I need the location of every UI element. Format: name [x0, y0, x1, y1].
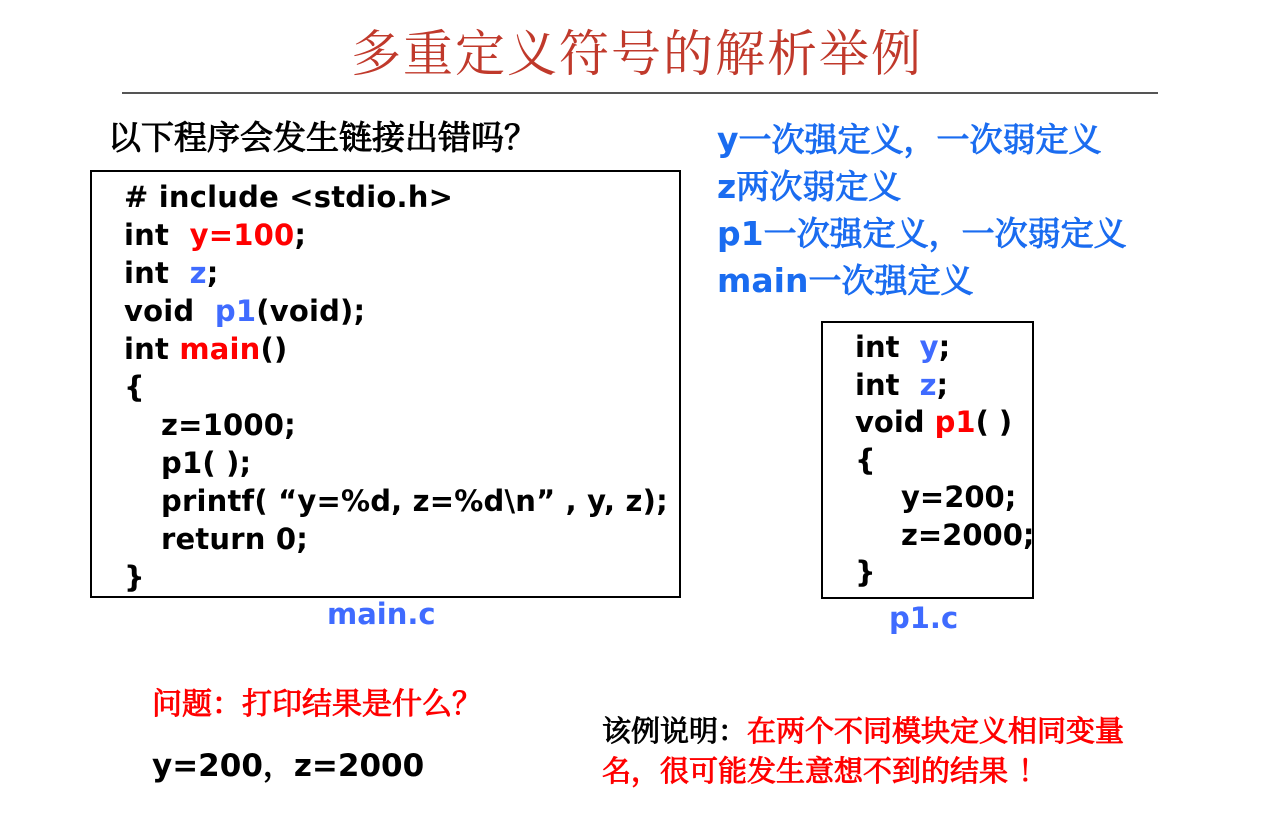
code-text: ( )	[975, 405, 1013, 439]
code-line	[855, 404, 1032, 442]
code-text: ;	[294, 218, 307, 252]
explanation-label: 该例说明：	[602, 714, 748, 748]
code-line	[855, 479, 1032, 517]
code-text: ;	[938, 330, 951, 364]
code-text: {	[124, 370, 145, 404]
code-text: int	[855, 330, 920, 364]
code-line	[124, 558, 679, 596]
code-text: }	[855, 555, 876, 589]
code-line	[124, 216, 679, 254]
code-text: ()	[260, 332, 288, 366]
code-symbol: p1	[934, 405, 976, 439]
problem-answer: y=200，z=2000	[152, 748, 425, 784]
code-text: p1( );	[161, 446, 252, 480]
explanation-text: 在两个不同模块定义相同变量名，很可能发生意想不到的结果 ！	[602, 714, 1125, 788]
code-line	[855, 329, 1032, 367]
code-symbol: p1	[214, 294, 257, 328]
code-line	[855, 367, 1032, 405]
code-text: int	[124, 256, 190, 290]
code-line	[855, 442, 1032, 480]
question-heading: 以下程序会发生链接出错吗？	[108, 118, 537, 157]
code-line	[124, 254, 679, 292]
code-line	[124, 178, 679, 216]
code-text: {	[855, 442, 876, 477]
code-symbol: y	[919, 330, 939, 364]
code-line	[124, 444, 679, 482]
code-text: z=2000;	[901, 517, 1035, 552]
code-line	[124, 292, 679, 330]
code-line	[124, 482, 679, 520]
code-symbol: z	[919, 367, 937, 402]
analysis-item-p1: p1一次强定义，一次弱定义	[717, 214, 1127, 253]
code-line	[124, 368, 679, 406]
code-text: int	[855, 367, 920, 402]
code-text: int	[124, 218, 190, 252]
problem-question: 问题：打印结果是什么？	[152, 687, 482, 722]
code-text: return 0;	[161, 522, 309, 556]
slide-title: 多重定义符号的解析举例	[351, 25, 923, 83]
code-text: int	[124, 332, 180, 366]
code-text: y=200;	[901, 480, 1017, 514]
code-text: (void);	[256, 294, 366, 328]
p1-c-caption: p1.c	[889, 601, 959, 635]
code-text: }	[124, 560, 145, 594]
analysis-item-main: main一次强定义	[717, 261, 974, 300]
code-text: ;	[206, 256, 219, 290]
code-text: # include <stdio.h>	[124, 180, 454, 214]
code-text: void	[855, 405, 935, 439]
code-symbol: z	[189, 256, 207, 290]
analysis-item-z: z两次弱定义	[717, 167, 902, 206]
code-symbol: y=100	[189, 218, 295, 252]
explanation	[602, 711, 1162, 791]
code-line	[855, 554, 1032, 592]
analysis-item-y: y一次强定义，一次弱定义	[717, 120, 1102, 159]
main-c-caption: main.c	[327, 597, 436, 631]
code-text: void	[124, 294, 215, 328]
code-line	[855, 517, 1035, 555]
code-text: z=1000;	[161, 408, 296, 442]
code-symbol: main	[179, 332, 261, 366]
code-line	[124, 520, 679, 558]
p1-c-code-box	[821, 321, 1034, 599]
main-c-code-box	[90, 170, 681, 598]
code-line	[124, 406, 679, 444]
code-text: printf( “y=%d, z=%d\n” , y, z);	[161, 484, 668, 518]
title-divider	[122, 92, 1158, 94]
analysis-list	[717, 116, 1127, 304]
code-text: ;	[936, 367, 949, 402]
code-line	[124, 330, 679, 368]
